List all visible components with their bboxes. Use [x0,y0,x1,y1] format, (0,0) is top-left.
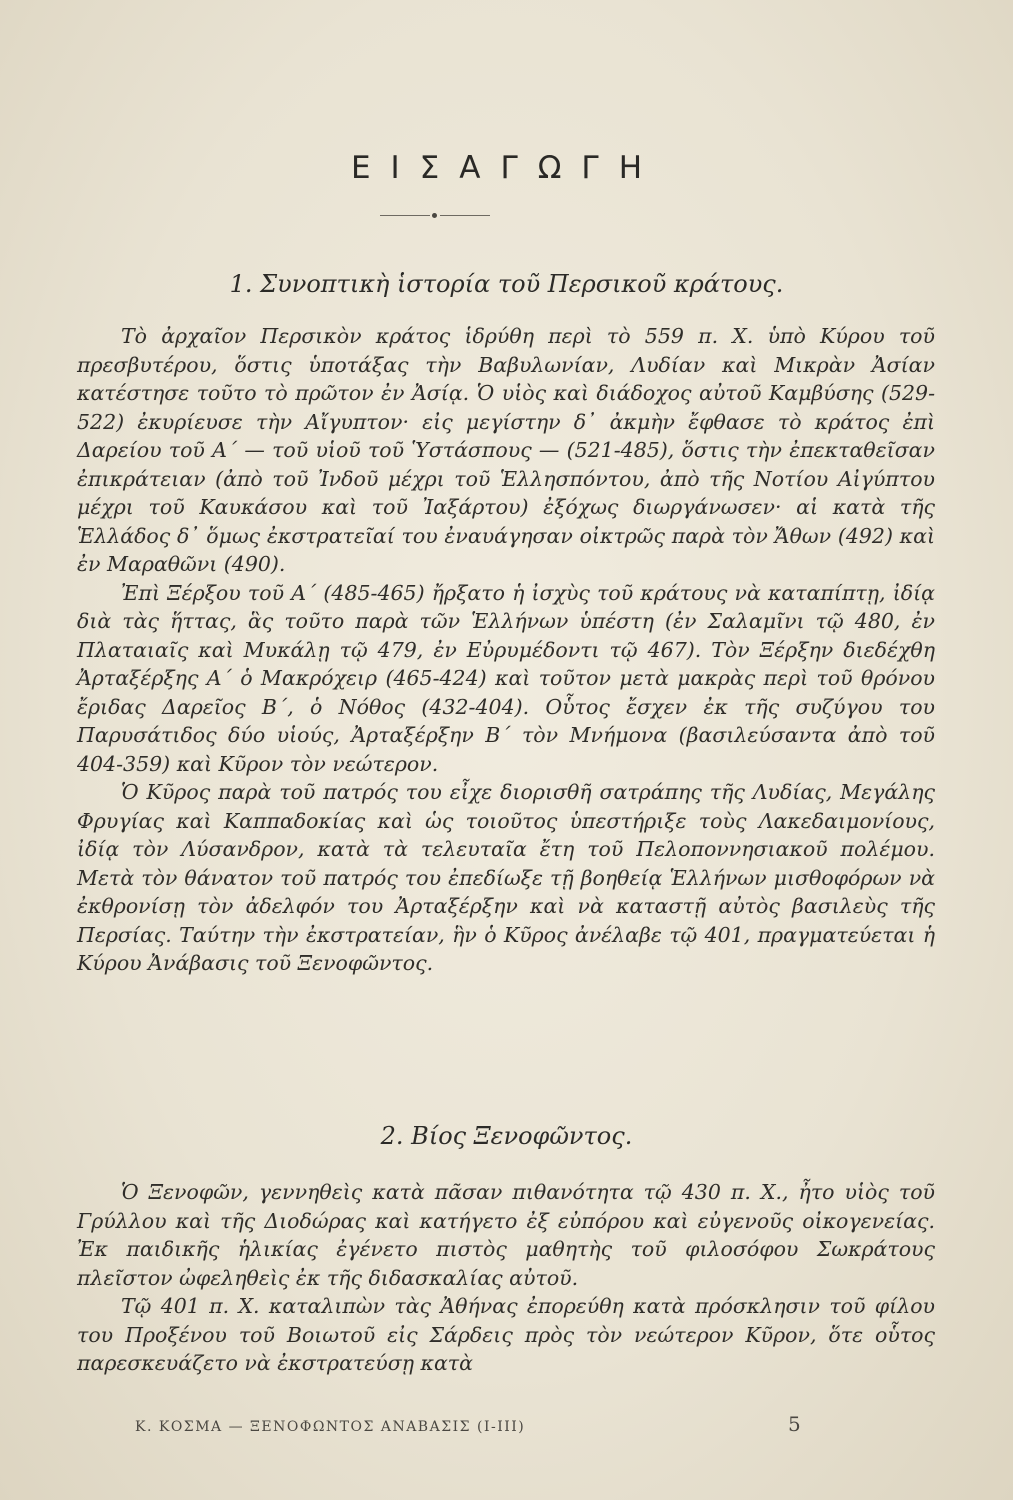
section-1-paragraph-3: Ὁ Κῦρος παρὰ τοῦ πατρός του εἶχε διορισθῆ σατράπης τῆς Λυδίας, Μεγάλης Φρυγίας καὶ Καππαδοκίας καὶ ὡς τοιοῦτος ὑπεστήριξε τοὺς Λακεδαιμονίους, ἰδίᾳ τὸν Λύσανδρον, κατὰ τὰ τελευταῖα ἔτη τοῦ Πελοποννησιακοῦ πολέμου. Μετὰ τὸν θάνατον τοῦ πατρός του ἐπεδίωξε τῇ βοηθείᾳ Ἑλλήνων μισθοφόρων νὰ ἐκθρονίσῃ τὸν ἀδελφόν του Ἀρταξέρξην καὶ νὰ καταστῇ αὐτὸς βασιλεὺς τῆς Περσίας. Ταύτην τὴν ἐκστρατείαν, ἣν ὁ Κῦρος ἀνέλαβε τῷ 401, πραγματεύεται ἡ Κύρου Ἀνάβασις τοῦ Ξενοφῶντος. [77,780,935,975]
section-1-paragraph-1: Τὸ ἀρχαῖον Περσικὸν κράτος ἱδρύθη περὶ τὸ 559 π. Χ. ὑπὸ Κύρου τοῦ πρεσβυτέρου, ὅστις ὑποτάξας τὴν Βαβυλωνίαν, Λυδίαν καὶ Μικρὰν Ἀσίαν κατέστησε τοῦτο τὸ πρῶτον ἐν Ἀσίᾳ. Ὁ υἱὸς καὶ διάδοχος αὐτοῦ Καμβύσης (529-522) ἐκυρίευσε τὴν Αἴγυπτον· εἰς μεγίστην δ᾽ ἀκμὴν ἔφθασε τὸ κράτος ἐπὶ Δαρείου τοῦ Α΄ — τοῦ υἱοῦ τοῦ Ὑστάσπους — (521-485), ὅστις τὴν ἐπεκταθεῖσαν ἐπικράτειαν (ἀπὸ τοῦ Ἰνδοῦ μέχρι τοῦ Ἑλλησπόντου, ἀπὸ τῆς Νοτίου Αἰγύπτου μέχρι τοῦ Καυκάσου καὶ τοῦ Ἰαξάρτου) ἐξόχως διωργάνωσεν· αἱ κατὰ τῆς Ἑλλάδος δ᾽ ὅμως ἐκστρατεῖαί του ἐναυάγησαν οἰκτρῶς παρὰ τὸν Ἄθων (492) καὶ ἐν Μαραθῶνι (490). [77,324,935,576]
section-1-body [77,322,935,978]
section-2-title: 2. Βίος Ξενοφῶντος. [380,1122,633,1150]
heading-ornament [380,211,490,221]
section-1-paragraph-2: Ἐπὶ Ξέρξου τοῦ Α΄ (485-465) ἤρξατο ἡ ἰσχὺς τοῦ κράτους νὰ καταπίπτῃ, ἰδίᾳ διὰ τὰς ἥττας, ἃς τοῦτο παρὰ τῶν Ἑλλήνων ὑπέστη (ἐν Σαλαμῖνι τῷ 480, ἐν Πλαταιαῖς καὶ Μυκάλῃ τῷ 479, ἐν Εὐρυμέδοντι τῷ 467). Τὸν Ξέρξην διεδέχθη Ἀρταξέρξης Α΄ ὁ Μακρόχειρ (465-424) καὶ τοῦτον μετὰ μακρὰς περὶ τοῦ θρόνου ἔριδας Δαρεῖος Β΄, ὁ Νόθος (432-404). Οὗτος ἔσχεν ἐκ τῆς συζύγου του Παρυσάτιδος δύο υἱούς, Ἀρταξέρξην Β΄ τὸν Μνήμονα (βασιλεύσαντα ἀπὸ τοῦ 404-359) καὶ Κῦρον τὸν νεώτερον. [77,580,935,776]
ornament-line-right [440,215,490,216]
ornament-dot [432,213,437,218]
section-2-body [77,1178,935,1378]
running-footer: Κ. ΚΟΣΜΑ — ΞΕΝΟΦΩΝΤΟΣ ΑΝΑΒΑΣΙΣ (I-III) [135,1419,526,1435]
section-1-title: 1. Συνοπτικὴ ἱστορία τοῦ Περσικοῦ κράτους. [229,270,784,298]
chapter-heading: ΕΙΣΑΓΩΓΗ [350,150,663,186]
section-2-paragraph-1: Ὁ Ξενοφῶν, γεννηθεὶς κατὰ πᾶσαν πιθανότητα τῷ 430 π. Χ., ἦτο υἱὸς τοῦ Γρύλλου καὶ τῆς Διοδώρας καὶ κατήγετο ἐξ εὐπόρου καὶ εὐγενοῦς οἰκογενείας. Ἐκ παιδικῆς ἡλικίας ἐγένετο πιστὸς μαθητὴς τοῦ φιλοσόφου Σωκράτους πλεῖστον ὠφεληθεὶς ἐκ τῆς διδασκαλίας αὐτοῦ. [77,1180,935,1290]
page-number: 5 [788,1412,801,1436]
section-2-paragraph-2: Τῷ 401 π. Χ. καταλιπὼν τὰς Ἀθήνας ἐπορεύθη κατὰ πρόσκλησιν τοῦ φίλου του Προξένου τοῦ Βοιωτοῦ εἰς Σάρδεις πρὸς τὸν νεώτερον Κῦρον, ὅτε οὗτος παρεσκευάζετο νὰ ἐκστρατεύσῃ κατὰ [77,1294,935,1375]
ornament-line-left [380,215,430,216]
